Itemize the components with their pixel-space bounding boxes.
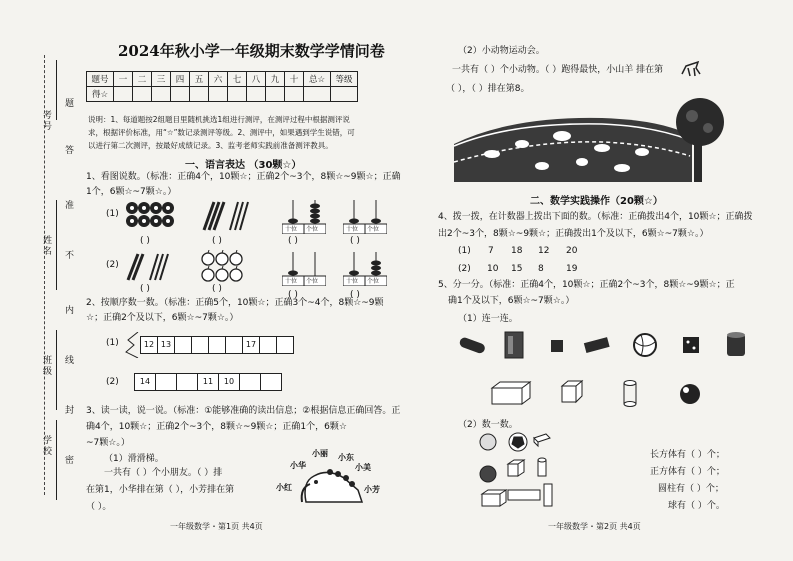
score-header-cell: 九 (266, 72, 285, 87)
cut-char: 封 (63, 405, 73, 416)
q1-label-2: (2) (106, 260, 119, 270)
page-title: 2024年秋小学一年级期末数学学情问卷 (118, 42, 385, 60)
abacus-ones: 个位 (306, 278, 319, 285)
seq-box[interactable] (174, 336, 192, 354)
score-cell[interactable] (247, 87, 266, 102)
count-line: 圆柱有（ ）个； (658, 484, 724, 494)
q4-line: 4、拨一拨，在计数器上拨出下面的数。（标准：正确拨出4个，10颗☆；正确拨 (438, 212, 753, 222)
page1-footer: 一年级数学・第1页 共4页 (170, 522, 263, 531)
q4-value: 19 (566, 264, 578, 274)
q1-line: 1个，6颗☆~7颗☆。） (86, 187, 177, 197)
score-header-cell: 六 (209, 72, 228, 87)
score-header-cell: 五 (190, 72, 209, 87)
cut-char: 答 (63, 145, 73, 156)
q4-value: 12 (538, 246, 550, 256)
seq-label-1: (1) (106, 338, 119, 348)
answer-paren[interactable]: ( ) (288, 290, 298, 300)
score-cell[interactable] (331, 87, 358, 102)
abacus-tens: 十位 (285, 226, 298, 233)
answer-paren[interactable]: ( ) (288, 236, 298, 246)
q4-value: 7 (488, 246, 494, 256)
cut-char: 准 (63, 200, 73, 211)
count-line: 长方体有（ ）个； (650, 450, 725, 460)
score-header-cell: 题号 (87, 72, 114, 87)
score-cell[interactable] (285, 87, 304, 102)
name-line (56, 200, 57, 290)
animal-race-image (452, 96, 724, 182)
instruction-line: 说明：1、每道题按2组题目里随机挑选1组进行测评，在测评过程中根据测评说 (88, 115, 350, 124)
score-cell[interactable] (114, 87, 133, 102)
score-cell[interactable] (171, 87, 190, 102)
seq-box[interactable] (259, 336, 277, 354)
seq-box: 14 (134, 373, 156, 391)
q2-line: ☆；正确2个及以下，6颗☆~7颗☆。） (86, 313, 239, 323)
child-name: 小丽 (312, 449, 328, 458)
seq-box[interactable] (155, 373, 177, 391)
seq-box: 13 (157, 336, 175, 354)
q3-text-line: （ ）。 (86, 502, 112, 512)
q4-line: 出2个~3个，8颗☆~9颗☆；正确拨出1个及以下，6颗☆~7颗☆。） (438, 229, 709, 239)
q3-2-text-line: 一共有（ ）个小动物。（ ）跑得最快，小山羊 排在第 (452, 65, 664, 75)
score-table (86, 71, 358, 102)
q3-line: 3、读一读，说一说。（标准：①能够准确的读出信息；②根据信息正确回答。正 (86, 406, 401, 416)
q1-label-1: (1) (106, 209, 119, 219)
instructions (88, 113, 388, 152)
score-header-cell: 总☆ (304, 72, 331, 87)
section2-heading: 二、数学实践操作（20颗☆） (530, 196, 663, 207)
school-label: 学校 (41, 435, 51, 457)
seq-box[interactable] (191, 336, 209, 354)
instruction-line: 求，根据评价标准，用“☆”数记录测评等级。2、测评中，如果遇到学生说错，可 (88, 128, 355, 137)
seq-label-2: (2) (106, 377, 119, 387)
seq-box[interactable] (239, 373, 261, 391)
abacus-tens: 十位 (346, 226, 359, 233)
q4-label-1: (1) (458, 246, 471, 256)
child-name: 小美 (355, 463, 371, 472)
score-header-cell: 七 (228, 72, 247, 87)
score-header-cell: 三 (152, 72, 171, 87)
seq-box: 10 (218, 373, 240, 391)
score-cell[interactable] (266, 87, 285, 102)
exam-number-label: 考号 (41, 110, 51, 132)
q4-value: 10 (487, 264, 499, 274)
cut-char: 不 (63, 250, 73, 261)
abacus-tens: 十位 (346, 278, 359, 285)
score-cell[interactable] (190, 87, 209, 102)
seq-box[interactable] (176, 373, 198, 391)
q4-value: 20 (566, 246, 578, 256)
q5-line: 5、分一分。（标准：正确4个，10颗☆；正确2个~3个，8颗☆~9颗☆；正 (438, 280, 735, 290)
score-cell[interactable] (133, 87, 152, 102)
count-shapes-image (478, 432, 558, 512)
score-header-cell: 一 (114, 72, 133, 87)
q3-text-line: 一共有（ ）个小朋友。（ ）排 (104, 468, 223, 478)
answer-paren[interactable]: ( ) (350, 236, 360, 246)
sticks-bundle-image (124, 252, 172, 282)
score-cell[interactable] (228, 87, 247, 102)
score-header-cell: 四 (171, 72, 190, 87)
seq-box: 12 (140, 336, 158, 354)
abacus-ones: 个位 (306, 226, 319, 233)
child-name: 小华 (290, 461, 306, 470)
score-header-cell: 二 (133, 72, 152, 87)
class-line (56, 330, 57, 410)
q5-line: 确1个及以下，6颗☆~7颗☆。） (448, 296, 575, 306)
q3-sub1-heading: （1）滑滑梯。 (104, 454, 164, 464)
cut-char: 题 (63, 98, 73, 109)
score-cell[interactable] (304, 87, 331, 102)
q4-value: 8 (538, 264, 544, 274)
sequence-wave (124, 332, 140, 358)
cut-char: 线 (63, 355, 73, 366)
seq-box: 17 (242, 336, 260, 354)
section1-heading: 一、语言表达 （30颗☆） (185, 160, 302, 171)
q2-line: 2、按顺序数一数。（标准：正确5个，10颗☆；正确3个~4个，8颗☆~9颗 (86, 298, 384, 308)
coins-image (124, 200, 179, 230)
score-header-cell: 等级 (331, 72, 358, 87)
seq-box[interactable] (260, 373, 282, 391)
q4-label-2: (2) (458, 264, 471, 274)
answer-paren[interactable]: ( ) (140, 284, 150, 294)
goat-icon (680, 60, 702, 78)
count-line: 球有（ ）个。 (668, 501, 725, 511)
q3-line: ~7颗☆。） (86, 438, 130, 448)
q3-line: 确4个，10颗☆；正确2个~3个，8颗☆~9颗☆；正确1个，6颗☆ (86, 422, 347, 432)
q3-text-line: 在第1，小华排在第（ ），小芳排在第 (86, 485, 235, 495)
abacus-ones: 个位 (367, 226, 380, 233)
score-header-cell: 八 (247, 72, 266, 87)
class-label: 班级 (41, 355, 51, 377)
score-row-label: 得☆ (87, 87, 114, 102)
q5-sub2-heading: （2）数一数。 (458, 420, 518, 430)
name-label: 姓名 (41, 235, 51, 257)
shapes-row-image (490, 378, 710, 408)
abacus-ones: 个位 (367, 278, 380, 285)
child-name: 小东 (338, 453, 354, 462)
instruction-line: 以进行第二次测评，按最好成绩记录。3、监考老师实践前准备测评教具。 (88, 141, 333, 150)
cut-char: 内 (63, 305, 73, 316)
score-cell[interactable] (152, 87, 171, 102)
cut-char: 密 (63, 455, 73, 466)
q3-2-text-line: （ ），（ ）排在第8。 (446, 84, 530, 94)
q4-value: 18 (511, 246, 523, 256)
child-name: 小红 (276, 483, 292, 492)
count-line: 正方体有（ ）个； (650, 467, 725, 477)
answer-paren[interactable]: ( ) (350, 290, 360, 300)
page2-footer: 一年级数学・第2页 共4页 (548, 522, 641, 531)
seq-box[interactable] (225, 336, 243, 354)
seq-box[interactable] (276, 336, 294, 354)
answer-paren[interactable]: ( ) (140, 236, 150, 246)
sticks-bundle-image (200, 200, 250, 232)
score-header-cell: 十 (285, 72, 304, 87)
answer-paren[interactable]: ( ) (212, 284, 222, 294)
seq-box[interactable] (208, 336, 226, 354)
school-line (56, 420, 57, 500)
exam-number-line (56, 60, 57, 120)
score-cell[interactable] (209, 87, 228, 102)
seq-box: 11 (197, 373, 219, 391)
q1-line: 1、看图说数。（标准：正确4个，10颗☆；正确2个~3个，8颗☆~9颗☆；正确 (86, 172, 401, 182)
child-name: 小芳 (364, 485, 380, 494)
q5-sub1-heading: （1）连一连。 (458, 314, 518, 324)
answer-paren[interactable]: ( ) (212, 236, 222, 246)
q4-value: 15 (511, 264, 523, 274)
abacus-tens: 十位 (285, 278, 298, 285)
q3-sub2-heading: （2）小动物运动会。 (458, 46, 545, 56)
objects-row-image (455, 330, 755, 362)
apples-image (200, 250, 248, 284)
